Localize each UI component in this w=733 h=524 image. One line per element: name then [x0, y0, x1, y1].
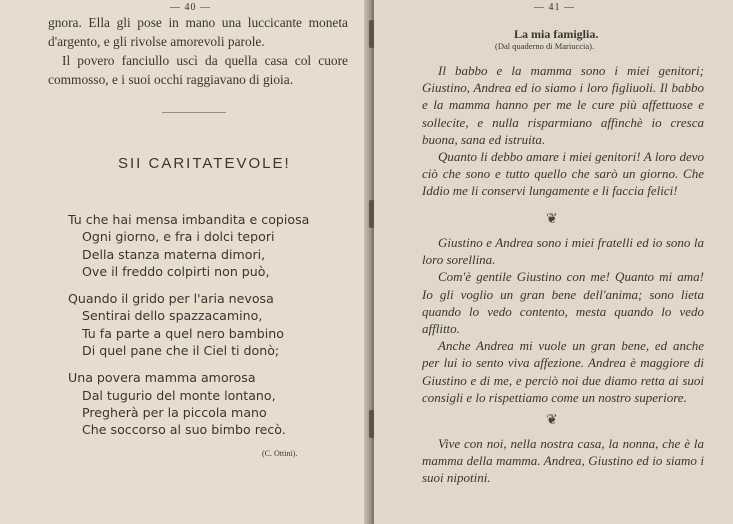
text-paragraph: Vive con noi, nella nostra casa, la nonna, che è la mamma della mamma. Andrea, Giustino ed io siamo i suoi nipotini.: [422, 436, 704, 486]
poem-line: Una povera mamma amorosa: [68, 370, 256, 386]
poem-title: SII CARITATEVOLE!: [118, 155, 291, 172]
poem-line: Pregherà per la piccola mano: [82, 404, 267, 420]
poem-line: Ogni giorno, e fra i dolci tepori: [82, 229, 275, 245]
poem-line: Ove il freddo colpirti non può,: [82, 263, 270, 279]
prose-paragraph: gnora. Ella gli pose in mano una luccicante moneta d'argento, e gli rivolse amorevoli parole.: [48, 15, 348, 49]
poem-line: Tu fa parte a quel nero bambino: [82, 325, 284, 341]
floral-ornament-icon: ❦: [546, 212, 558, 227]
right-page: [374, 0, 733, 524]
text-section: [422, 234, 704, 406]
text-section: [422, 435, 704, 487]
page-number-left: — 40 —: [170, 2, 211, 13]
text-paragraph: Giustino e Andrea sono i miei fratelli ed io sono la loro sorellina.: [422, 235, 704, 268]
chapter-subtitle: (Dal quaderno di Mariuccia).: [495, 41, 595, 51]
poem-signature: (C. Ottini).: [262, 449, 298, 458]
page-number-right: — 41 —: [534, 2, 575, 13]
section-divider: [162, 112, 226, 113]
poem-line: Che soccorso al suo bimbo recò.: [82, 422, 286, 438]
poem-stanza: [68, 290, 309, 359]
poem-stanza: [68, 369, 309, 438]
text-section: [422, 62, 704, 200]
prose-paragraph: Il povero fanciullo uscì da quella casa col cuore commosso, e i suoi occhi raggiavano di gioia.: [48, 53, 348, 87]
text-paragraph: Quanto li debbo amare i miei genitori! A loro devo ciò che sono e tutto quello che sarò un giorno. Che Iddio me li conservi lungamente e li faccia felici!: [422, 149, 704, 199]
poem-line: Della stanza materna dimori,: [82, 246, 266, 262]
text-paragraph: Il babbo e la mamma sono i miei genitori; Giustino, Andrea ed io siamo i loro figliuoli. Il babbo e la mamma hanno per me le cure più affettuose e sollecite, e nulla risparmiano affinchè io cresca buona, sana ed istruita.: [422, 63, 704, 147]
text-paragraph: Anche Andrea mi vuole un gran bene, ed anche per lui io sento viva affezione. Andrea è maggiore di Giustino e di me, e perciò noi due diamo retta ai suoi consigli e lo rispettiamo come un nostro superiore.: [422, 338, 704, 405]
poem: [68, 211, 309, 449]
poem-line: Quando il grido per l'aria nevosa: [68, 291, 274, 307]
poem-line: Dal tugurio del monte lontano,: [82, 387, 276, 403]
poem-line: Sentirai dello spazzacamino,: [82, 308, 263, 324]
floral-ornament-icon: ❦: [546, 413, 558, 428]
prose-block: [48, 13, 348, 89]
chapter-title: La mia famiglia.: [514, 27, 599, 41]
poem-line: Di quel pane che il Ciel ti donò;: [82, 343, 280, 359]
poem-line: Tu che hai mensa imbandita e copiosa: [68, 212, 310, 227]
poem-stanza: [68, 211, 309, 280]
text-paragraph: Com'è gentile Giustino con me! Quanto mi ama! Io gli voglio un gran bene dell'anima; sono lieta quando lo vedo contento, mesta quando lo vedo afflitto.: [422, 269, 704, 337]
